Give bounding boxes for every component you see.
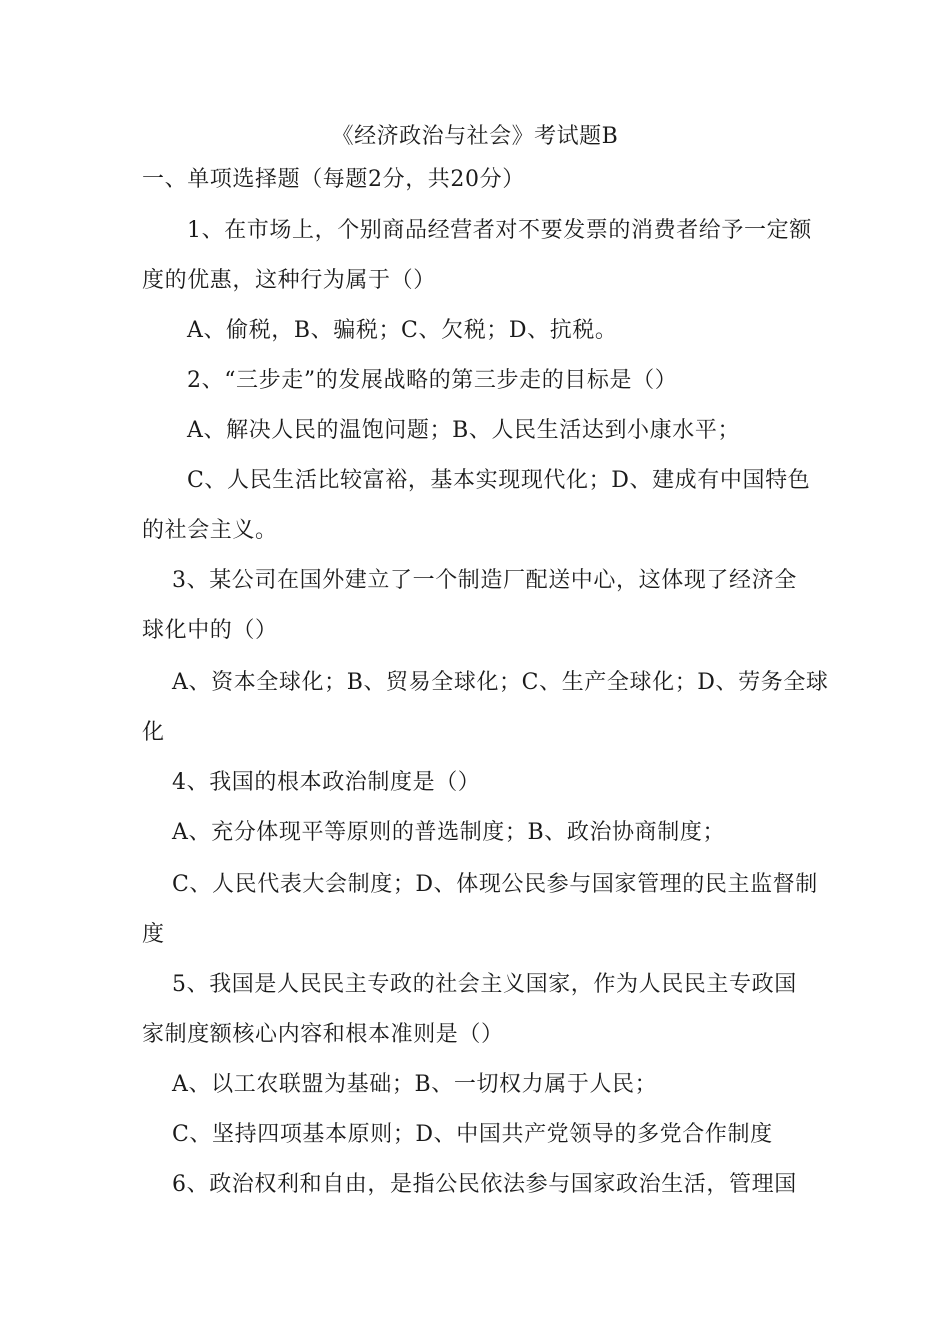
question-5-options-line-2: C、坚持四项基本原则；D、中国共产党领导的多党合作制度: [172, 1122, 773, 1147]
question-3-line-1: 3、某公司在国外建立了一个制造厂配送中心，这体现了经济全: [172, 568, 797, 593]
question-4-options-line-2: C、人民代表大会制度；D、体现公民参与国家管理的民主监督制: [172, 872, 818, 897]
question-5-line-2: 家制度额核心内容和根本准则是（）: [142, 1022, 504, 1047]
question-3-line-2: 球化中的（）: [142, 618, 278, 643]
question-5-options-line-1: A、以工农联盟为基础；B、一切权力属于人民；: [172, 1072, 658, 1097]
question-3-options-line-1: A、资本全球化；B、贸易全球化；C、生产全球化；D、劳务全球: [172, 670, 829, 695]
document-title: 《经济政治与社会》考试题B: [331, 124, 619, 149]
question-2-options-line-1: A、解决人民的温饱问题；B、人民生活达到小康水平；: [187, 418, 741, 443]
question-1-line-2: 度的优惠，这种行为属于（）: [142, 268, 436, 293]
question-4-line-1: 4、我国的根本政治制度是（）: [172, 770, 481, 795]
question-2-options-line-3: 的社会主义。: [142, 518, 278, 543]
question-2-line-1: 2、“三步走”的发展战略的第三步走的目标是（）: [187, 368, 678, 393]
question-3-options-line-2: 化: [142, 720, 165, 745]
question-2-options-line-2: C、人民生活比较富裕，基本实现现代化；D、建成有中国特色: [187, 468, 811, 493]
question-6-line-1: 6、政治权利和自由，是指公民依法参与国家政治生活，管理国: [172, 1172, 797, 1197]
question-5-line-1: 5、我国是人民民主专政的社会主义国家，作为人民民主专政国: [172, 972, 797, 997]
question-1-line-1: 1、在市场上，个别商品经营者对不要发票的消费者给予一定额: [187, 218, 812, 243]
question-1-options: A、偷税，B、骗税；C、欠税；D、抗税。: [187, 318, 618, 343]
question-4-options-line-1: A、充分体现平等原则的普选制度；B、政治协商制度；: [172, 820, 726, 845]
section-heading: 一、单项选择题（每题2分，共20分）: [142, 167, 525, 192]
question-4-options-line-3: 度: [142, 922, 165, 947]
